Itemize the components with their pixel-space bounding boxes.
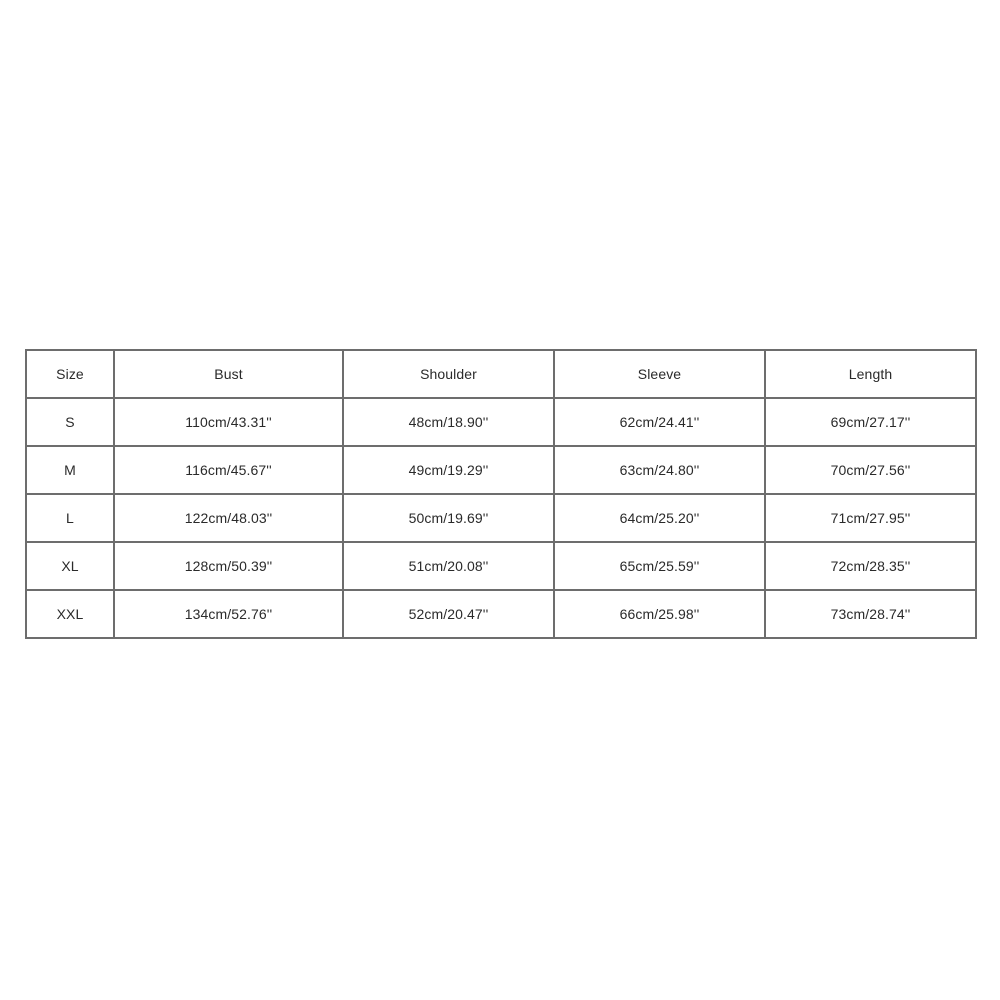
cell-size: L (26, 494, 114, 542)
cell-sleeve: 63cm/24.80'' (554, 446, 765, 494)
table-row (26, 494, 976, 542)
cell-bust: 116cm/45.67'' (114, 446, 343, 494)
cell-bust: 128cm/50.39'' (114, 542, 343, 590)
table-row (26, 542, 976, 590)
cell-length: 71cm/27.95'' (765, 494, 976, 542)
cell-bust: 110cm/43.31'' (114, 398, 343, 446)
cell-length: 70cm/27.56'' (765, 446, 976, 494)
cell-size: XL (26, 542, 114, 590)
cell-length: 73cm/28.74'' (765, 590, 976, 638)
cell-size: XXL (26, 590, 114, 638)
header-size: Size (26, 350, 114, 398)
cell-bust: 134cm/52.76'' (114, 590, 343, 638)
cell-size: M (26, 446, 114, 494)
size-chart-table (25, 349, 977, 639)
cell-shoulder: 48cm/18.90'' (343, 398, 554, 446)
header-length: Length (765, 350, 976, 398)
cell-sleeve: 66cm/25.98'' (554, 590, 765, 638)
cell-size: S (26, 398, 114, 446)
cell-bust: 122cm/48.03'' (114, 494, 343, 542)
header-row (26, 350, 976, 398)
header-shoulder: Shoulder (343, 350, 554, 398)
table-row (26, 590, 976, 638)
cell-sleeve: 62cm/24.41'' (554, 398, 765, 446)
cell-shoulder: 50cm/19.69'' (343, 494, 554, 542)
cell-length: 72cm/28.35'' (765, 542, 976, 590)
header-bust: Bust (114, 350, 343, 398)
cell-shoulder: 49cm/19.29'' (343, 446, 554, 494)
cell-sleeve: 65cm/25.59'' (554, 542, 765, 590)
cell-shoulder: 52cm/20.47'' (343, 590, 554, 638)
cell-length: 69cm/27.17'' (765, 398, 976, 446)
cell-shoulder: 51cm/20.08'' (343, 542, 554, 590)
table-row (26, 398, 976, 446)
header-sleeve: Sleeve (554, 350, 765, 398)
cell-sleeve: 64cm/25.20'' (554, 494, 765, 542)
table-row (26, 446, 976, 494)
